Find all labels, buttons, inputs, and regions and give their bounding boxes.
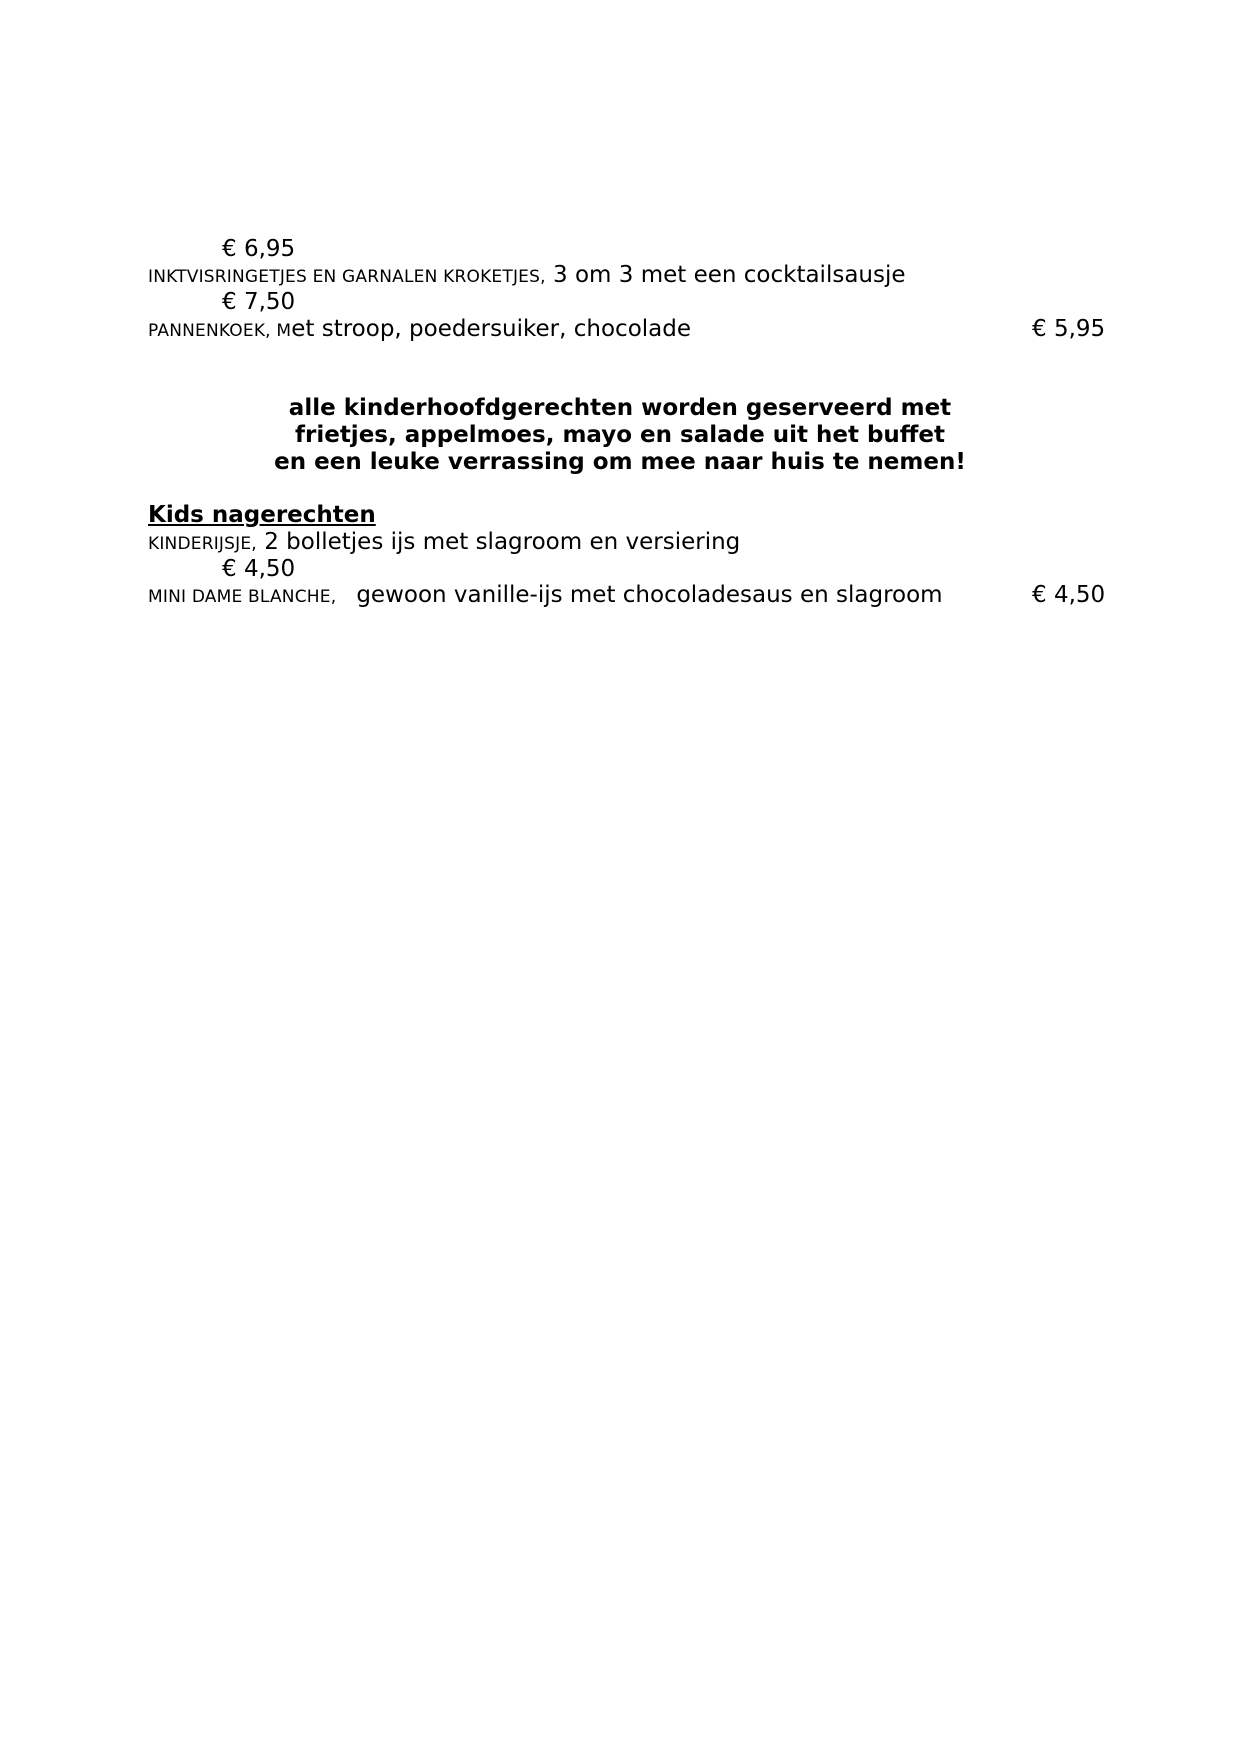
notice-line: en een leuke verrassing om mee naar huis te nemen! [274, 449, 966, 475]
menu-price-line [222, 289, 295, 316]
item-name: PANNENKOEK, M [148, 321, 292, 341]
serving-notice [140, 395, 1100, 476]
menu-item-mini-dame-blanche [148, 582, 943, 611]
menu-item-pannenkoek [148, 316, 691, 345]
price: € 4,50 [222, 556, 296, 582]
menu-price-line [222, 236, 295, 263]
item-name: MINI DAME BLANCHE, [148, 587, 337, 607]
menu-price-line [222, 556, 295, 583]
item-description: 3 om 3 met een cocktailsausje [545, 262, 906, 288]
price: € 7,50 [222, 289, 296, 315]
item-name: KINDERIJSJE, [148, 534, 257, 554]
item-description: 2 bolletjes ijs met slagroom en versiering [256, 529, 741, 555]
item-name: INKTVISRINGETJES EN GARNALEN KROKETJES, [148, 267, 546, 287]
menu-item-kinderijsje [148, 529, 740, 558]
price: € 4,50 [1032, 582, 1106, 608]
item-description: et stroop, poedersuiker, chocolade [291, 316, 691, 342]
notice-line: alle kinderhoofdgerechten worden geserveerd met [288, 395, 952, 421]
price: € 5,95 [1032, 316, 1106, 342]
item-description: gewoon vanille-ijs met chocoladesaus en slagroom [356, 582, 943, 608]
price: € 6,95 [222, 236, 296, 262]
section-heading-desserts: Kids nagerechten [148, 502, 376, 528]
notice-line: frietjes, appelmoes, mayo en salade uit het buffet [294, 422, 946, 448]
menu-item-inktvisringetjes [148, 262, 906, 291]
